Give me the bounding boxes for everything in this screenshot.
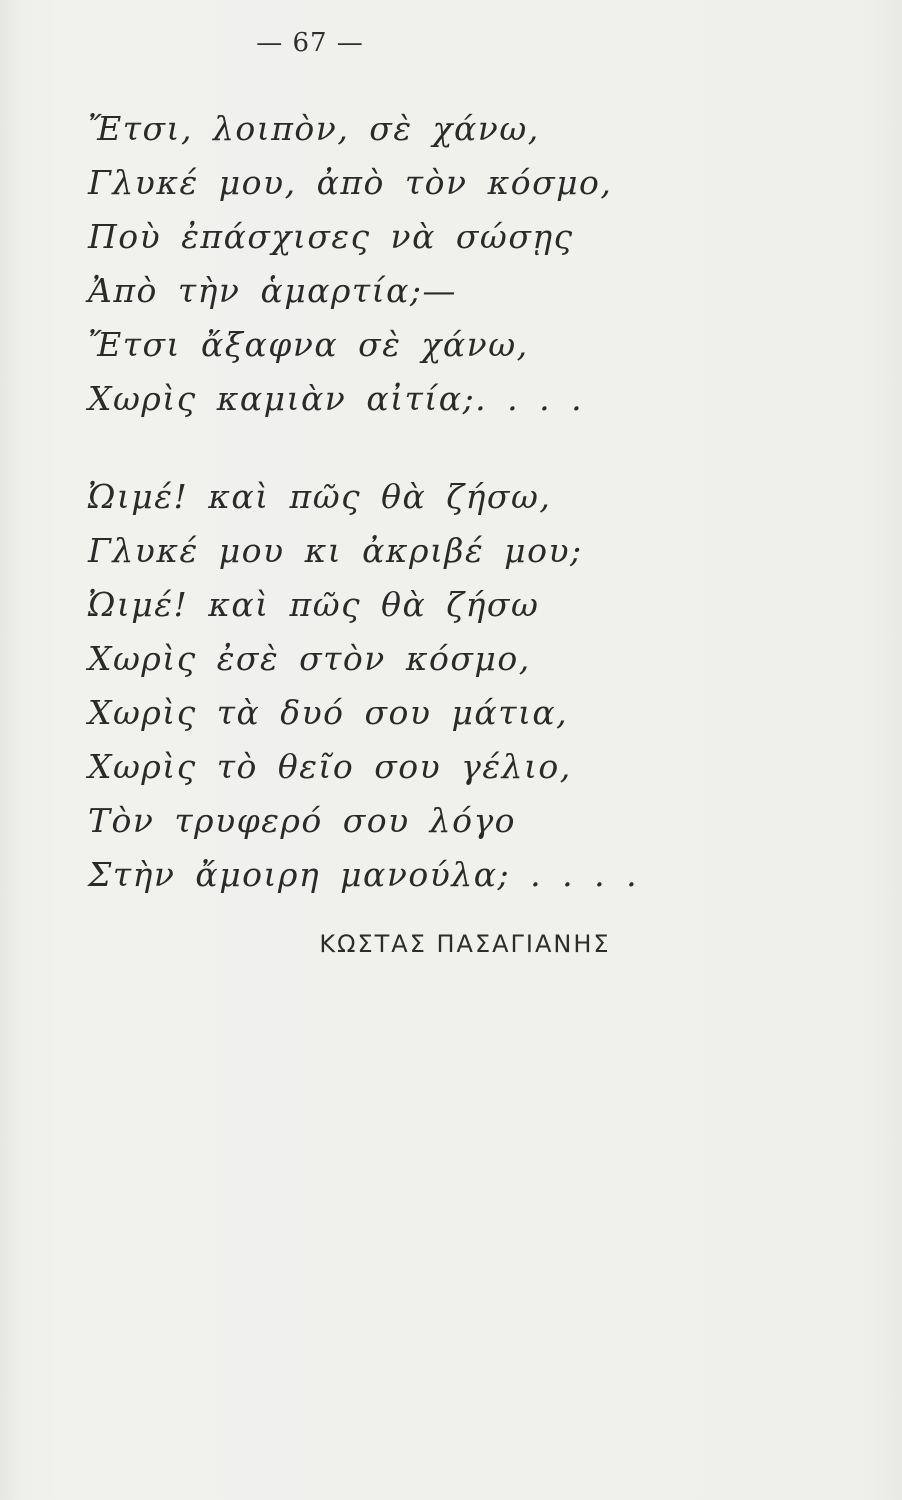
poem-line: Ἔτσι, λοιπὸν, σὲ χάνω,	[88, 109, 540, 148]
page-number: — 67 —	[256, 28, 364, 58]
poem-line: Γλυκέ μου κι ἀκριβέ μου;	[88, 531, 583, 570]
poem-line: Τὸν τρυφερό σου λόγο	[88, 801, 517, 840]
poem-line: Χωρὶς τὰ δυό σου μάτια,	[88, 693, 569, 732]
author-signature: ΚΩΣΤΑΣ ΠΑΣΑΓΙΑΝΗΣ	[319, 930, 611, 958]
poem-line: Γλυκέ μου, ἀπὸ τὸν κόσμο,	[88, 163, 613, 202]
poem-line: Ποὺ ἐπάσχισες νὰ σώσῃς	[88, 217, 574, 256]
stanza-2	[88, 470, 638, 902]
poem-line: Ὠιμέ! καὶ πῶς θὰ ζήσω,	[88, 477, 552, 516]
poem-line: Ὠιμέ! καὶ πῶς θὰ ζήσω	[88, 585, 540, 624]
stanza-1	[88, 102, 612, 426]
poem-line: Χωρὶς ἐσὲ στὸν κόσμο,	[88, 639, 531, 678]
poem-line: Χωρὶς καμιὰν αἰτία;. . . .	[88, 379, 584, 418]
poem-line: Ἔτσι ἄξαφνα σὲ χάνω,	[88, 325, 529, 364]
poem-line: Στὴν ἄμοιρη μανούλα; . . . .	[88, 855, 639, 894]
poem-line: Ἀπὸ τὴν ἁμαρτία;—	[88, 271, 457, 310]
poem-line: Χωρὶς τὸ θεῖο σου γέλιο,	[88, 747, 572, 786]
